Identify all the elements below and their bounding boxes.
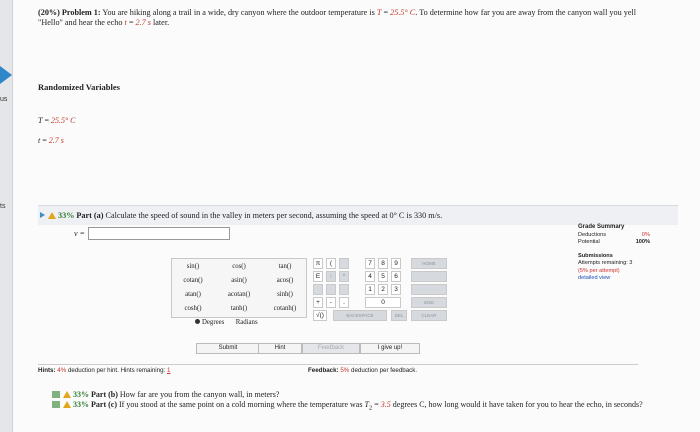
- give-up-button[interactable]: I give up!: [360, 343, 420, 354]
- fn-acos[interactable]: acos(): [276, 277, 294, 284]
- edge-label-bottom: ts: [0, 203, 6, 210]
- key-3[interactable]: 3: [391, 284, 401, 295]
- fn-tan[interactable]: tan(): [278, 263, 292, 270]
- angle-mode: Degrees Radians: [195, 319, 258, 326]
- key-1[interactable]: 1: [365, 284, 375, 295]
- fn-cotanh[interactable]: cotanh(): [273, 305, 297, 312]
- fn-sinh[interactable]: sinh(): [277, 291, 293, 298]
- key-7[interactable]: 7: [365, 258, 375, 269]
- key-4[interactable]: 4: [365, 271, 375, 282]
- key-blank-6: [411, 284, 447, 295]
- fn-acotan[interactable]: acotan(): [227, 291, 251, 298]
- key-clear[interactable]: CLEAR: [411, 310, 447, 321]
- fn-tanh[interactable]: tanh(): [230, 305, 248, 312]
- key-blank-4: [339, 284, 349, 295]
- key-plus[interactable]: +: [313, 297, 323, 308]
- left-edge-strip: [0, 0, 13, 432]
- hints-bar: Hints: 4% deduction per hint. Hints remaining: 1 Feedback: 5% deduction per feedback.: [38, 364, 638, 378]
- radio-radians-label[interactable]: Radians: [235, 319, 258, 326]
- detailed-view-link[interactable]: detailed view: [578, 275, 611, 281]
- warning-icon: [48, 212, 56, 219]
- key-5[interactable]: 5: [378, 271, 388, 282]
- fn-atan[interactable]: atan(): [185, 291, 201, 298]
- key-end[interactable]: END: [411, 297, 447, 308]
- answer-input[interactable]: [88, 227, 230, 240]
- key-up[interactable]: ↑: [326, 271, 336, 282]
- key-open-paren[interactable]: (: [326, 258, 336, 269]
- key-backspace[interactable]: BACKSPACE: [333, 310, 387, 321]
- part-c-header[interactable]: 33% Part (c) If you stood at the same point on a cold morning where the temperature was $T_2 = 3.5$ degrees C, how long would it have taken for you to hear the echo, in seconds?: [52, 400, 672, 414]
- fn-cotan[interactable]: cotan(): [183, 277, 203, 284]
- problem-prefix: (20%) Problem 1:: [38, 8, 101, 17]
- function-buttons: [171, 258, 307, 318]
- play-icon: [40, 212, 45, 218]
- submit-button[interactable]: Submit: [196, 343, 260, 354]
- key-blank-3: [326, 284, 336, 295]
- key-del[interactable]: DEL: [391, 310, 407, 321]
- fn-cosh[interactable]: cosh(): [184, 305, 202, 312]
- feedback-info: Feedback: 5% deduction per feedback.: [308, 367, 418, 374]
- fn-sin[interactable]: sin(): [186, 263, 200, 270]
- checklist-icon: [52, 391, 60, 398]
- answer-label: v =: [74, 229, 85, 238]
- key-sqrt[interactable]: √(): [313, 310, 327, 321]
- key-2[interactable]: 2: [378, 284, 388, 295]
- problem-statement: (20%) Problem 1: You are hiking along a trail in a wide, dry canyon where the outdoor temperature is T = 25.5° C. To determine how far you are away from the canyon wall you yell "Hello" and hear the echo t = 2.7 s later.: [38, 8, 636, 27]
- key-caret[interactable]: ^: [339, 271, 349, 282]
- fn-cos[interactable]: cos(): [232, 263, 246, 270]
- key-dot[interactable]: .: [339, 297, 349, 308]
- part-b-header[interactable]: 33% Part (b) How far are you from the canyon wall, in meters?: [52, 390, 279, 399]
- warning-icon: [63, 391, 71, 398]
- grade-summary: Grade Summary Deductions 0% Potential 100% Submissions Attempts remaining: 3 (5% per attempt) detailed view: [578, 224, 650, 281]
- key-pi[interactable]: π: [313, 258, 323, 269]
- key-blank-2: [313, 284, 323, 295]
- randomized-variables-title: Randomized Variables: [38, 82, 120, 92]
- feedback-button[interactable]: Feedback: [302, 343, 360, 354]
- edge-label-top: us: [0, 96, 8, 103]
- key-e[interactable]: E: [313, 271, 323, 282]
- key-minus[interactable]: -: [326, 297, 336, 308]
- key-9[interactable]: 9: [391, 258, 401, 269]
- collapse-arrow-icon[interactable]: [0, 66, 12, 84]
- calculator-keypad: [171, 258, 453, 328]
- variable-temperature: T = 25.5° C: [38, 116, 76, 125]
- part-a-header[interactable]: 33% Part (a) Calculate the speed of sound in the valley in meters per second, assuming the speed at 0° C is 330 m/s.: [38, 205, 678, 225]
- radio-degrees[interactable]: [195, 319, 200, 324]
- key-6[interactable]: 6: [391, 271, 401, 282]
- variable-time: t = 2.7 s: [38, 136, 64, 145]
- key-home[interactable]: HOME: [411, 258, 447, 269]
- warning-icon: [63, 401, 71, 408]
- key-blank-1: [339, 258, 349, 269]
- key-0[interactable]: 0: [365, 297, 401, 308]
- checklist-icon: [52, 401, 60, 408]
- key-8[interactable]: 8: [378, 258, 388, 269]
- key-blank-5: [411, 271, 447, 282]
- fn-asin[interactable]: asin(): [231, 277, 247, 284]
- hint-button[interactable]: Hint: [258, 343, 302, 354]
